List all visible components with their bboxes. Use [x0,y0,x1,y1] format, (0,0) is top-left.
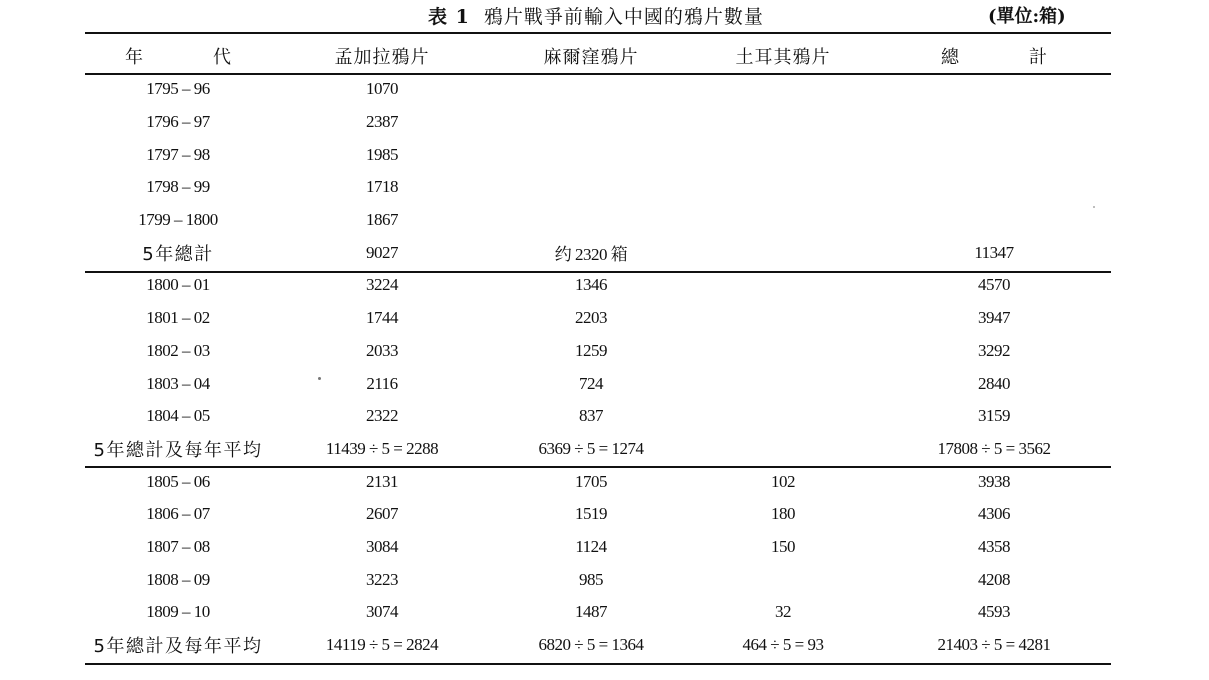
cell-turkey [689,138,877,171]
cell-turkey: 180 [771,504,795,524]
cell-period: 1804 – 05 [146,406,210,426]
bottom-rule [85,663,1111,665]
table-row [85,531,1111,564]
cell-malwa [493,138,689,171]
table-row [85,171,1111,204]
summary-row [85,629,1111,662]
cell-total: 4306 [978,504,1010,524]
cell-period: 1801 – 02 [146,308,210,328]
cell-bengal: 2322 [366,406,398,426]
column-header-total: 總 計 [941,47,1073,68]
summary-malwa: 6369 ÷ 5 = 1274 [538,438,644,458]
cell-total: 4208 [978,569,1010,589]
cell-bengal: 2607 [366,504,398,524]
table-row [85,138,1111,171]
cell-period: 1799 – 1800 [138,210,218,230]
summary-label: 5年總計及每年平均 [93,439,263,461]
cell-turkey [689,400,877,433]
header-row [85,39,1111,73]
table-row [85,563,1111,596]
summary-label: 5年總計 [142,243,214,265]
cell-bengal: 1744 [366,308,398,328]
cell-bengal: 3223 [366,569,398,589]
cell-malwa: 2203 [575,308,607,328]
cell-turkey [689,106,877,139]
cell-bengal: 1718 [366,177,398,197]
summary-total: 11347 [974,242,1014,262]
cell-period: 1800 – 01 [146,275,210,295]
cell-malwa: 1124 [575,536,607,556]
cell-period: 1797 – 98 [146,144,210,164]
summary-row [85,433,1111,466]
cell-turkey: 32 [775,602,791,622]
cell-total [877,73,1111,106]
cell-total: 4570 [978,275,1010,295]
cell-period: 1808 – 09 [146,569,210,589]
cell-total [877,106,1111,139]
cell-turkey [689,73,877,106]
cell-total [877,204,1111,237]
cell-malwa [493,73,689,106]
summary-malwa: 约 2320 箱 [554,245,628,265]
summary-malwa: 6820 ÷ 5 = 1364 [538,635,644,655]
cell-turkey: 102 [771,471,795,491]
cell-total: 2840 [978,373,1010,393]
summary-row [85,236,1111,269]
cell-turkey: 150 [771,536,795,556]
summary-turkey: 464 ÷ 5 = 93 [742,635,824,655]
summary-label: 5年總計及每年平均 [93,636,263,658]
cell-malwa: 1259 [575,340,607,360]
cell-period: 1802 – 03 [146,340,210,360]
summary-bengal: 9027 [366,242,398,262]
cell-bengal: 3084 [366,536,398,556]
table-number: 表 1 [428,6,470,28]
cell-malwa [493,106,689,139]
cell-period: 1803 – 04 [146,373,210,393]
cell-bengal: 3224 [366,275,398,295]
summary-turkey [689,236,877,269]
summary-bengal: 14119 ÷ 5 = 2824 [325,635,439,655]
cell-turkey [689,204,877,237]
cell-total: 3159 [978,406,1010,426]
cell-bengal: 2131 [366,471,398,491]
summary-total: 21403 ÷ 5 = 4281 [937,635,1051,655]
cell-period: 1796 – 97 [146,112,210,132]
cell-turkey [689,335,877,368]
cell-bengal: 2116 [366,373,398,393]
column-header-bengal: 孟加拉鴉片 [334,47,430,68]
table-row [85,335,1111,368]
cell-period: 1806 – 07 [146,504,210,524]
table-row [85,498,1111,531]
scan-speck [1093,206,1095,208]
table-row [85,302,1111,335]
cell-total: 4358 [978,536,1010,556]
summary-bengal: 11439 ÷ 5 = 2288 [325,438,439,458]
cell-turkey [689,269,877,302]
table-row [85,269,1111,302]
cell-turkey [689,563,877,596]
summary-total: 17808 ÷ 5 = 3562 [937,438,1051,458]
table-row [85,400,1111,433]
table-body [85,73,1111,661]
cell-malwa: 1487 [575,602,607,622]
cell-period: 1795 – 96 [146,79,210,99]
table-title-text: 鴉片戰爭前輸入中國的鴉片數量 [483,6,764,28]
cell-bengal: 1867 [366,210,398,230]
table-row [85,204,1111,237]
cell-total: 3938 [978,471,1010,491]
cell-turkey [689,367,877,400]
cell-malwa: 837 [579,406,603,426]
cell-malwa: 985 [579,569,603,589]
cell-bengal: 3074 [366,602,398,622]
table-row [85,465,1111,498]
cell-malwa [493,171,689,204]
table-title [428,2,764,29]
cell-malwa: 1705 [575,471,607,491]
cell-total: 4593 [978,602,1010,622]
table-row [85,596,1111,629]
cell-turkey [689,302,877,335]
cell-malwa: 1346 [575,275,607,295]
cell-malwa: 1519 [575,504,607,524]
cell-turkey [689,171,877,204]
cell-bengal: 1070 [366,79,398,99]
opium-import-table [85,39,1111,661]
cell-total [877,138,1111,171]
scan-speck [318,377,321,380]
table-row [85,73,1111,106]
cell-bengal: 2387 [366,112,398,132]
cell-bengal: 2033 [366,340,398,360]
cell-period: 1805 – 06 [146,471,210,491]
cell-bengal: 1985 [366,144,398,164]
cell-malwa [493,204,689,237]
cell-total: 3292 [978,340,1010,360]
cell-period: 1798 – 99 [146,177,210,197]
table-caption [0,0,1209,30]
table-row [85,367,1111,400]
cell-malwa: 724 [579,373,603,393]
cell-total [877,171,1111,204]
top-rule [85,32,1111,34]
cell-total: 3947 [978,308,1010,328]
summary-turkey [689,433,877,466]
cell-period: 1809 – 10 [146,602,210,622]
column-header-malwa: 麻爾窪鴉片 [543,47,639,68]
column-header-period: 年 代 [125,47,257,68]
column-header-turkey: 土耳其鴉片 [735,47,831,68]
table-row [85,106,1111,139]
unit-note: (單位:箱) [988,6,1066,27]
cell-period: 1807 – 08 [146,536,210,556]
